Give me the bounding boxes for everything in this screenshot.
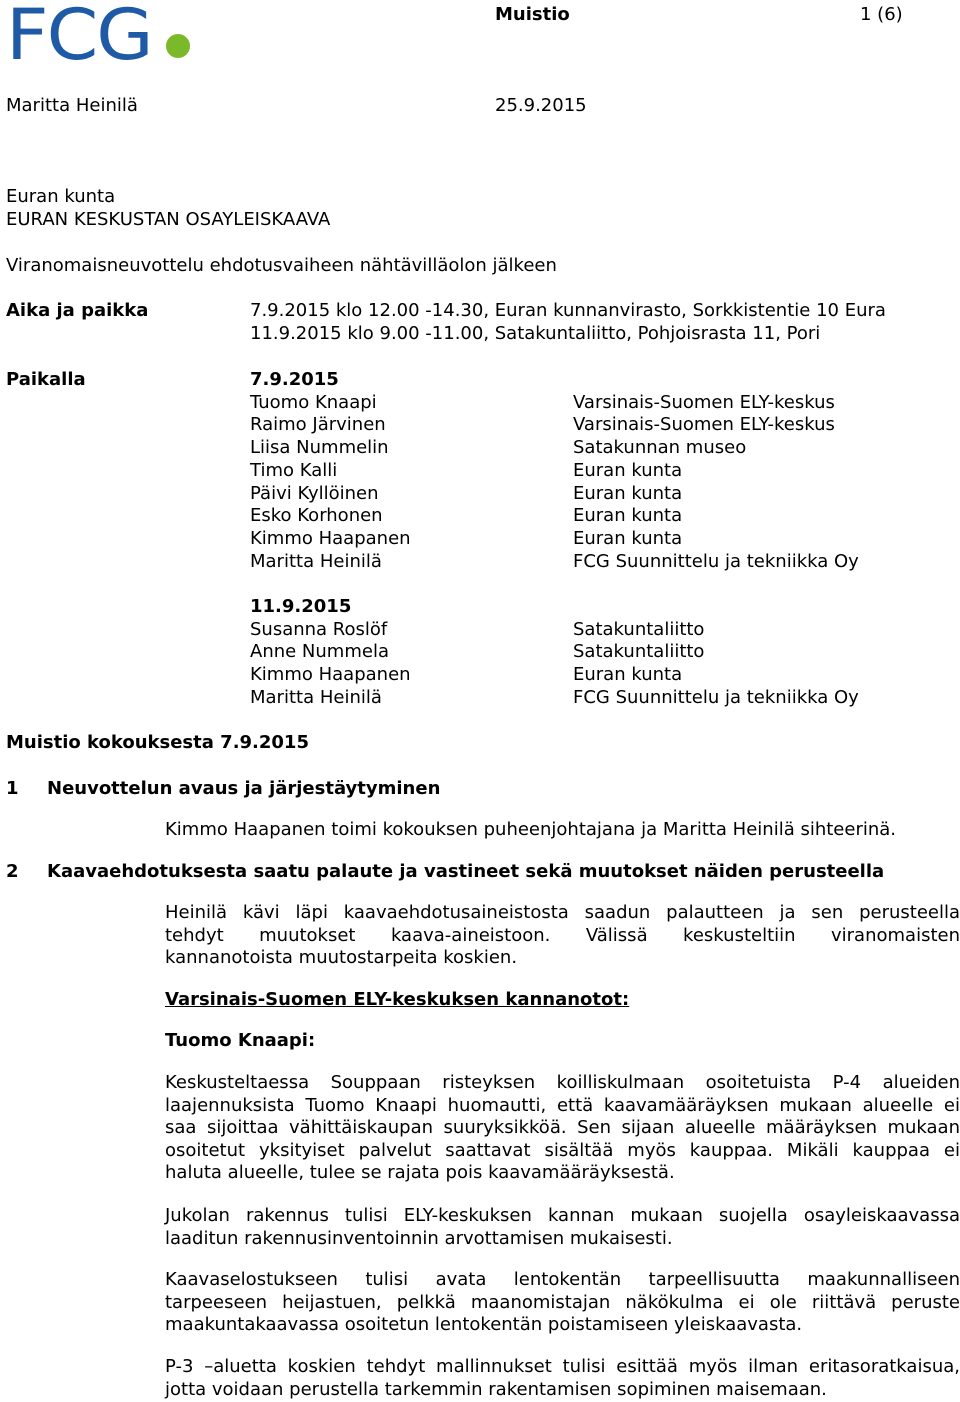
attendee-name: Anne Nummela: [250, 641, 389, 663]
attendee-organization: Euran kunta: [573, 664, 683, 686]
attendee-name: Susanna Roslöf: [250, 618, 388, 640]
text-line: P-3 –aluetta koskien tehdyt mallinnukset tulisi esittää myös ilman eritasoratkaisua,: [165, 1356, 960, 1377]
text-line: jotta voidaan perustella tarkemmin rakentamisen sopiminen maisemaan.: [165, 1378, 827, 1400]
section-title: Neuvottelun avaus ja järjestäytyminen: [47, 778, 441, 799]
text-line: maakuntakaavassa osoitetun lentokentän poistamiseen yleiskaavasta.: [165, 1314, 803, 1336]
paragraph: [165, 1356, 960, 1401]
section-number: 1: [6, 778, 19, 799]
text-line: osoitetut yksityiset palvelut saattavat sisältää myös kauppaa. Mikäli kauppaa ei: [165, 1139, 960, 1161]
attendee-organization: Varsinais-Suomen ELY-keskus: [573, 391, 835, 413]
attendee-name: Tuomo Knaapi: [250, 391, 377, 413]
attendee-name: Timo Kalli: [250, 459, 338, 481]
session-date: 11.9.2015: [250, 596, 352, 617]
text-line: laajennuksista Tuomo Knaapi huomautti, että kaavamääräyksen mukaan alueelle ei: [165, 1094, 960, 1116]
client-name: Euran kunta: [6, 186, 116, 207]
attendee-organization: Varsinais-Suomen ELY-keskus: [573, 414, 835, 436]
text-line: Heinilä kävi läpi kaavaehdotusaineistosta saadun palautteen ja sen perusteella: [165, 902, 960, 923]
section-title: Kaavaehdotuksesta saatu palaute ja vastineet sekä muutokset näiden perusteella: [47, 861, 885, 882]
attendee-organization: Satakunnan museo: [573, 437, 747, 459]
paragraph: [165, 1072, 960, 1185]
attendee-name: Liisa Nummelin: [250, 437, 389, 459]
speaker-name: Tuomo Knaapi:: [165, 1030, 316, 1051]
text-line: Kaavaselostukseen tulisi avata lentokentän tarpeellisuutta maakunnalliseen: [165, 1269, 960, 1290]
attendee-name: Päivi Kyllöinen: [250, 482, 379, 504]
section-text: Kimmo Haapanen toimi kokouksen puheenjohtajana ja Maritta Heinilä sihteerinä.: [165, 819, 897, 840]
doc-type: Muistio: [495, 4, 570, 25]
attendee-name: Kimmo Haapanen: [250, 664, 411, 686]
section-number: 2: [6, 861, 19, 882]
page-number: 1 (6): [860, 4, 903, 25]
attendee-organization: Euran kunta: [573, 505, 683, 527]
attendee-name: Esko Korhonen: [250, 505, 383, 527]
text-line: kannanotoista muutostarpeita koskien.: [165, 947, 518, 969]
subheading: Varsinais-Suomen ELY-keskuksen kannanotot:: [165, 989, 630, 1010]
attendee-name: Maritta Heinilä: [250, 550, 382, 572]
session-date: 7.9.2015: [250, 369, 339, 390]
attendee-organization: Satakuntaliitto: [573, 641, 705, 663]
author: Maritta Heinilä: [6, 95, 138, 116]
logo-wordmark: FCG: [6, 0, 152, 76]
text-line: Keskusteltaessa Souppaan risteyksen koilliskulmaan osoitetuista P-4 alueiden: [165, 1072, 960, 1093]
attendee-name: Maritta Heinilä: [250, 686, 382, 708]
minutes-heading: Muistio kokouksesta 7.9.2015: [6, 732, 309, 753]
paragraph: [165, 1269, 960, 1337]
attendee-name: Raimo Järvinen: [250, 414, 386, 436]
text-line: laaditun rakennusinventoinnin arvottamisen mukaisesti.: [165, 1227, 673, 1249]
attendee-organization: Euran kunta: [573, 482, 683, 504]
doc-date: 25.9.2015: [495, 95, 587, 116]
time-place-line: 11.9.2015 klo 9.00 -11.00, Satakuntaliitto, Pohjoisrasta 11, Pori: [250, 323, 821, 344]
attendee-organization: Euran kunta: [573, 527, 683, 549]
attendee-name: Kimmo Haapanen: [250, 527, 411, 549]
project-name: EURAN KESKUSTAN OSAYLEISKAAVA: [6, 209, 331, 230]
text-line: saa sijoittaa vähittäiskaupan suuryksikköä. Sen sijaan alueelle määräyksen mukaan: [165, 1117, 960, 1139]
attendee-organization: Euran kunta: [573, 459, 683, 481]
time-place-label: Aika ja paikka: [6, 300, 149, 321]
meeting-title: Viranomaisneuvottelu ehdotusvaiheen nähtävilläolon jälkeen: [6, 255, 557, 276]
attendance-label: Paikalla: [6, 369, 86, 390]
text-line: tarpeeseen heijastuen, pelkkä maanomistajan näkökulma ei ole riittävä peruste: [165, 1291, 960, 1313]
section-intro: [165, 902, 960, 970]
attendee-organization: Satakuntaliitto: [573, 618, 705, 640]
time-place-line: 7.9.2015 klo 12.00 -14.30, Euran kunnanvirasto, Sorkkistentie 10 Eura: [250, 300, 886, 321]
paragraph: [165, 1205, 960, 1250]
text-line: Jukolan rakennus tulisi ELY-keskuksen kannan mukaan suojella osayleiskaavassa: [165, 1205, 960, 1226]
logo-dot: [166, 34, 190, 58]
attendee-organization: FCG Suunnittelu ja tekniikka Oy: [573, 686, 859, 708]
attendee-organization: FCG Suunnittelu ja tekniikka Oy: [573, 550, 859, 572]
text-line: haluta alueelle, tulee se rajata pois kaavamääräyksestä.: [165, 1162, 675, 1184]
text-line: tehdyt muutokset kaava-aineistoon. Välissä keskusteltiin viranomaisten: [165, 924, 960, 946]
